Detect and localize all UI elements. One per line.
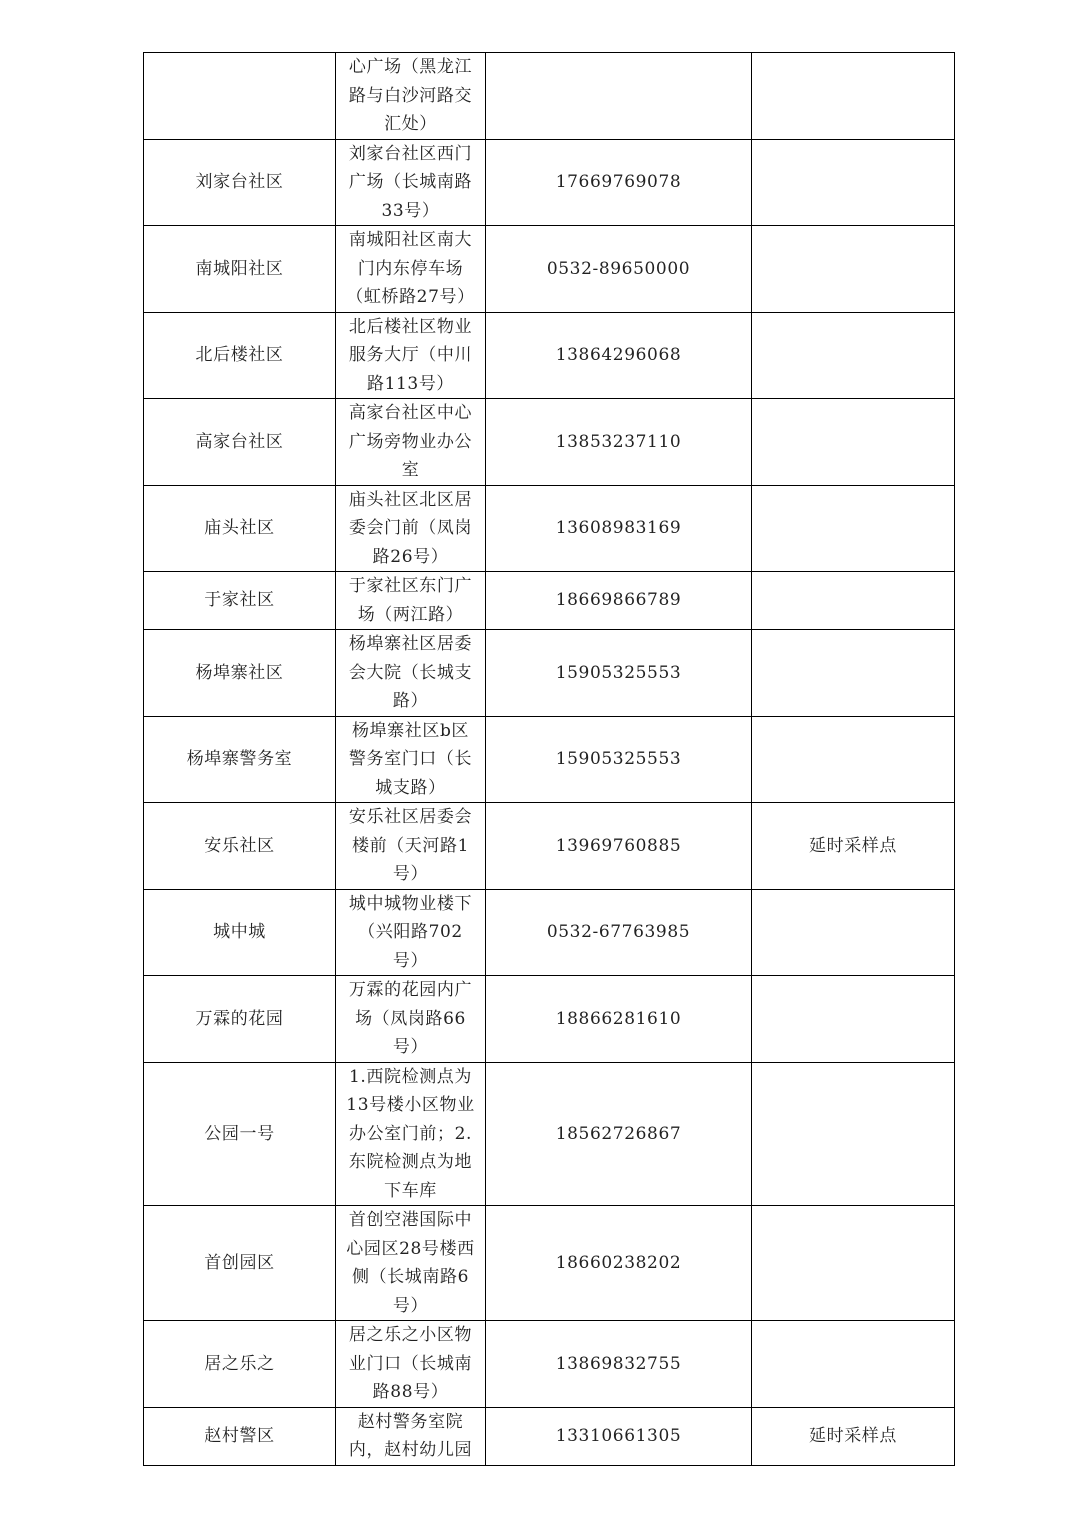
- community-cell: 首创园区: [144, 1206, 336, 1321]
- phone-cell: 15905325553: [486, 630, 752, 717]
- location-cell: [336, 889, 486, 976]
- community-cell: 刘家台社区: [144, 139, 336, 226]
- note-cell: [752, 976, 955, 1063]
- community-cell: 安乐社区: [144, 803, 336, 890]
- note-cell: 延时采样点: [752, 1407, 955, 1465]
- phone-cell: 0532-89650000: [486, 226, 752, 313]
- note-cell: [752, 53, 955, 140]
- phone-cell: [486, 53, 752, 140]
- location-cell: [336, 226, 486, 313]
- location-cell: [336, 1321, 486, 1408]
- location-text: 居之乐之小区物业门口（长城南路88号）: [348, 1325, 473, 1402]
- table-row: [144, 976, 955, 1063]
- location-cell: [336, 312, 486, 399]
- location-cell: [336, 53, 486, 140]
- table-row: [144, 1062, 955, 1206]
- table-row: [144, 226, 955, 313]
- phone-cell: 13869832755: [486, 1321, 752, 1408]
- location-text: 万霖的花园内广场（凤岗路66号）: [348, 980, 473, 1057]
- location-cell: [336, 976, 486, 1063]
- note-cell: 延时采样点: [752, 803, 955, 890]
- location-text: 于家社区东门广场（两江路）: [348, 576, 473, 625]
- table-row: [144, 139, 955, 226]
- table-row: [144, 312, 955, 399]
- table-row: [144, 1206, 955, 1321]
- note-cell: [752, 630, 955, 717]
- community-cell: 万霖的花园: [144, 976, 336, 1063]
- phone-cell: 18669866789: [486, 572, 752, 630]
- table-row: [144, 1407, 955, 1465]
- location-text: 城中城物业楼下（兴阳路702号）: [348, 893, 473, 971]
- table-row: [144, 1321, 955, 1408]
- note-cell: [752, 1062, 955, 1206]
- table-row: [144, 716, 955, 803]
- note-cell: [752, 312, 955, 399]
- phone-cell: 18866281610: [486, 976, 752, 1063]
- location-cell: [336, 1407, 486, 1465]
- location-text: 南城阳社区南大门内东停车场（虹桥路27号）: [346, 230, 475, 307]
- location-cell: [336, 399, 486, 486]
- community-cell: 于家社区: [144, 572, 336, 630]
- location-cell: [336, 803, 486, 890]
- table-row: [144, 399, 955, 486]
- note-cell: [752, 1206, 955, 1321]
- location-text: 杨埠寨社区居委会大院（长城支路）: [348, 634, 473, 711]
- location-cell: [336, 572, 486, 630]
- table-row: [144, 485, 955, 572]
- community-cell: 城中城: [144, 889, 336, 976]
- community-cell: 庙头社区: [144, 485, 336, 572]
- table-row: [144, 572, 955, 630]
- note-cell: [752, 889, 955, 976]
- community-cell: 杨埠寨社区: [144, 630, 336, 717]
- location-text: 杨埠寨社区b区警务室门口（长城支路）: [348, 720, 473, 798]
- location-cell: [336, 485, 486, 572]
- phone-cell: 17669769078: [486, 139, 752, 226]
- community-cell: 南城阳社区: [144, 226, 336, 313]
- table-row: [144, 53, 955, 140]
- phone-cell: 18660238202: [486, 1206, 752, 1321]
- note-cell: [752, 139, 955, 226]
- note-cell: [752, 716, 955, 803]
- community-cell: 北后楼社区: [144, 312, 336, 399]
- location-text: 北后楼社区物业服务大厅（中川路113号）: [348, 316, 473, 394]
- table-row: [144, 630, 955, 717]
- phone-cell: 15905325553: [486, 716, 752, 803]
- community-cell: 赵村警区: [144, 1407, 336, 1465]
- phone-cell: 13864296068: [486, 312, 752, 399]
- location-cell: [336, 630, 486, 717]
- location-cell: [336, 1206, 486, 1321]
- community-cell: 居之乐之: [144, 1321, 336, 1408]
- location-cell: [336, 1062, 486, 1206]
- location-text: 庙头社区北区居委会门前（凤岗路26号）: [348, 489, 473, 567]
- phone-cell: 18562726867: [486, 1062, 752, 1206]
- phone-cell: 13608983169: [486, 485, 752, 572]
- location-text: 刘家台社区西门广场（长城南路33号）: [348, 143, 473, 221]
- note-cell: [752, 1321, 955, 1408]
- location-text: 高家台社区中心广场旁物业办公室: [348, 403, 473, 480]
- location-cell: [336, 716, 486, 803]
- note-cell: [752, 485, 955, 572]
- note-cell: [752, 399, 955, 486]
- community-cell: 高家台社区: [144, 399, 336, 486]
- note-cell: [752, 572, 955, 630]
- phone-cell: 13310661305: [486, 1407, 752, 1465]
- note-cell: [752, 226, 955, 313]
- table-row: [144, 803, 955, 890]
- phone-cell: 13969760885: [486, 803, 752, 890]
- location-cell: [336, 139, 486, 226]
- location-text: 心广场（黑龙江路与白沙河路交汇处）: [348, 57, 473, 134]
- phone-cell: 13853237110: [486, 399, 752, 486]
- community-cell: [144, 53, 336, 140]
- location-text: 1.西院检测点为13号楼小区物业办公室门前；2.东院检测点为地下车库: [346, 1066, 475, 1201]
- location-text: 安乐社区居委会楼前（天河路1号）: [348, 807, 473, 884]
- location-text: 首创空港国际中心园区28号楼西侧（长城南路6号）: [346, 1210, 475, 1316]
- phone-cell: 0532-67763985: [486, 889, 752, 976]
- table-row: [144, 889, 955, 976]
- location-text: 赵村警务室院内，赵村幼儿园: [348, 1411, 473, 1460]
- community-cell: 公园一号: [144, 1062, 336, 1206]
- community-cell: 杨埠寨警务室: [144, 716, 336, 803]
- testing-sites-table: [143, 52, 955, 1466]
